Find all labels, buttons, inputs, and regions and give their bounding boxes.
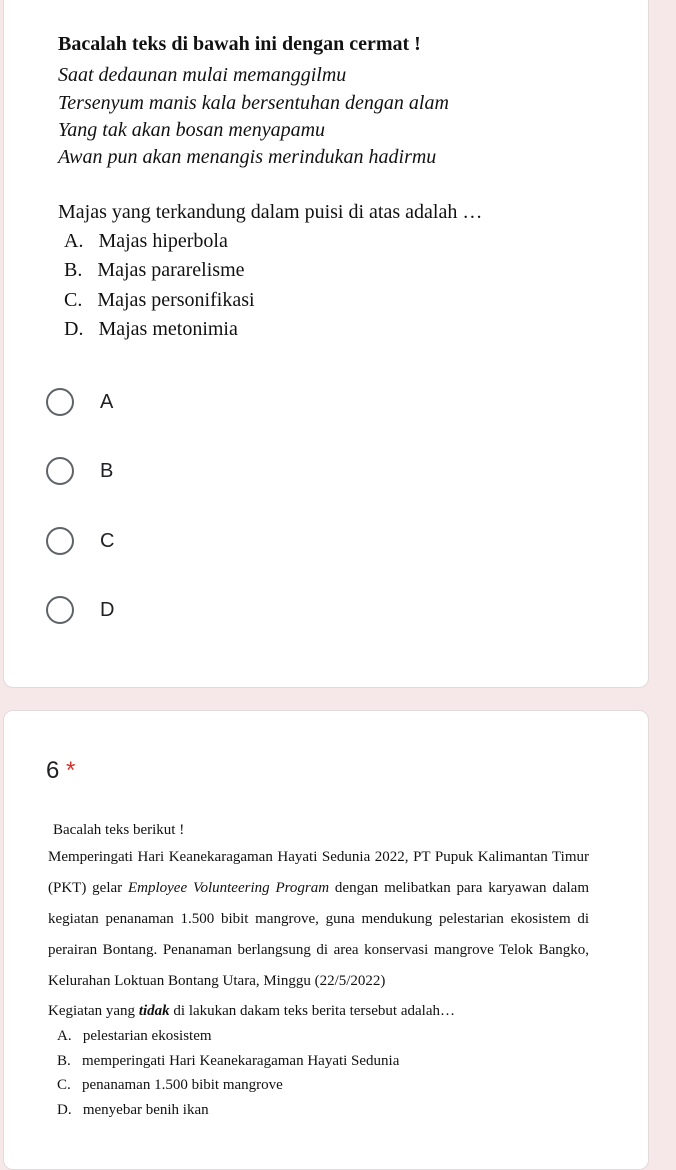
option-text: penanaman 1.500 bibit mangrove <box>82 1077 283 1093</box>
option-c <box>64 289 255 312</box>
instruction: Bacalah teks di bawah ini dengan cermat ! <box>58 33 421 55</box>
radio-option-d[interactable] <box>46 596 114 624</box>
option-b <box>57 1053 399 1070</box>
question-number-text: 6 <box>46 757 60 784</box>
option-letter: D. <box>57 1102 72 1118</box>
question-text <box>48 1003 455 1020</box>
radio-circle-icon[interactable] <box>46 527 74 555</box>
option-letter: B. <box>64 259 83 281</box>
option-letter: D. <box>64 318 84 340</box>
question-card-6 <box>3 710 649 1170</box>
option-c <box>57 1077 283 1094</box>
question-emphasis: tidak <box>138 1003 170 1019</box>
radio-option-b[interactable] <box>46 457 113 485</box>
option-letter: C. <box>64 289 83 311</box>
radio-circle-icon[interactable] <box>46 457 74 485</box>
option-text: Majas metonimia <box>98 318 238 340</box>
radio-circle-icon[interactable] <box>46 596 74 624</box>
radio-label: D <box>100 598 115 621</box>
option-d <box>57 1102 209 1119</box>
radio-circle-icon[interactable] <box>46 388 74 416</box>
instruction: Bacalah teks berikut ! <box>53 822 185 838</box>
radio-label: B <box>100 459 114 482</box>
option-d <box>64 318 238 341</box>
poem-line: Tersenyum manis kala bersentuhan dengan alam <box>58 92 449 114</box>
question-card-5 <box>3 0 649 688</box>
radio-label: C <box>100 529 115 552</box>
passage-emphasis: Employee Volunteering Program <box>127 880 330 896</box>
poem-line: Yang tak akan bosan menyapamu <box>58 119 326 141</box>
option-letter: C. <box>57 1077 71 1093</box>
poem-line: Awan pun akan menangis merindukan hadirmu <box>58 146 437 168</box>
radio-option-a[interactable] <box>46 388 113 416</box>
question-text: Majas yang terkandung dalam puisi di atas adalah … <box>58 201 483 223</box>
passage-text: dengan melibatkan para karyawan dalam kegiatan penanaman 1.500 bibit mangrove, guna mendukung pelestarian ekosistem di perairan Bontang. Penanaman berlangsung di area konservasi mangrove Telok Bangko, Kelurahan Loktuan Bontang Utara, Minggu (22/5/2022) <box>48 880 589 989</box>
passage-text: Memperingati Hari Keanekaragaman Hayati Sedunia 2022, PT Pupuk Kalimantan Timur (PKT) gelar <box>48 849 589 896</box>
radio-label: A <box>100 390 114 413</box>
option-letter: A. <box>64 230 84 252</box>
option-letter: B. <box>57 1053 71 1069</box>
question-part: di lakukan dakam teks berita tersebut adalah… <box>169 1003 455 1019</box>
question-number <box>46 757 75 785</box>
option-a <box>64 230 228 253</box>
poem-line: Saat dedaunan mulai memanggilmu <box>58 64 347 86</box>
required-mark: * <box>66 757 76 784</box>
option-text: Majas hiperbola <box>98 230 228 252</box>
option-a <box>57 1028 212 1045</box>
radio-option-c[interactable] <box>46 527 114 555</box>
option-letter: A. <box>57 1028 72 1044</box>
option-b <box>64 259 245 282</box>
passage <box>48 842 589 997</box>
option-text: Majas personifikasi <box>97 289 255 311</box>
question-part: Kegiatan yang <box>48 1003 139 1019</box>
option-text: Majas pararelisme <box>97 259 245 281</box>
option-text: pelestarian ekosistem <box>82 1028 212 1044</box>
option-text: memperingati Hari Keanekaragaman Hayati Sedunia <box>82 1053 400 1069</box>
option-text: menyebar benih ikan <box>82 1102 209 1118</box>
